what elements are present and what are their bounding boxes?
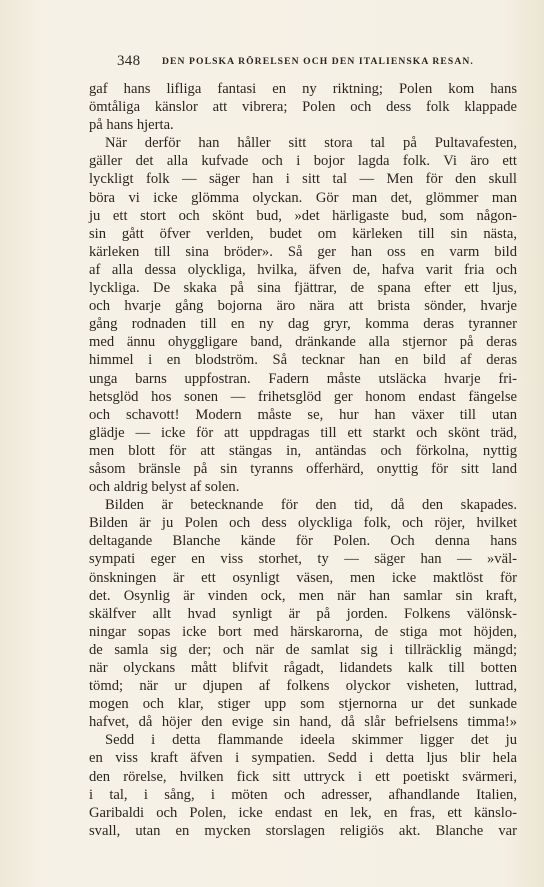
text-line: sympati eger en viss storhet, ty — säger han — »väl- [89, 551, 517, 568]
body-text [89, 80, 517, 840]
text-line: det. Osynlig är vinden ock, men när han samlar sin kraft, [89, 587, 517, 604]
text-line: kärleken till sina bröder». Så ger han oss en varm bild [89, 243, 517, 260]
text-line: deltagande Blanche kände för Polen. Och denna hans [89, 533, 517, 550]
text-line: men blott för att stängas in, antändas och förkolna, nyttig [89, 442, 517, 459]
text-line: gaf hans lifliga fantasi en ny riktning; Polen kom hans [89, 81, 517, 97]
text-line: hetsglöd hos sonen — frihetsglöd ger honom endast fängelse [89, 388, 517, 405]
page-number: 348 [117, 53, 141, 69]
text-line: och schavott! Modern måste se, hur han växer till utan [89, 406, 517, 423]
running-head: DEN POLSKA RÖRELSEN OCH DEN ITALIENSKA RESAN. [162, 56, 474, 67]
text-line: unga barns uppfostran. Fadern måste utsläcka hvarje fri- [89, 370, 517, 387]
text-line: ju ett stort och skönt bud, »det härligaste bud, som någon- [89, 207, 517, 224]
text-line: himmel i en blodström. Så tecknar han en bild af deras [89, 352, 517, 369]
text-line: skälfver allt hvad synligt är på jorden. Folkens välönsk- [89, 605, 517, 622]
text-line: en viss kraft äfven i sympatien. Sedd i detta ljus blir hela [89, 750, 517, 767]
text-line: såsom bränsle på sin tyranns offerhärd, onyttig för sitt land [89, 460, 517, 477]
text-line: ningar sopas icke bort med härskarorna, de stiga mot höjden, [89, 623, 517, 640]
text-line: ömtåliga känslor att vibrera; Polen och dess folk klappade [89, 99, 517, 116]
text-line: och aldrig belyst af solen. [89, 479, 240, 496]
text-line: svall, utan en mycken storslagen religiös akt. Blanche var [89, 822, 517, 839]
text-line: med ännu ohyggligare band, dränkande alla stjernor på deras [89, 334, 517, 351]
text-line: mogen och klar, stiger upp som stjernorna ur det sunkade [89, 696, 517, 713]
text-line: gång rodnaden till en ny dag gryr, komma deras tyranner [89, 316, 517, 333]
text-line: sin gått öfver verlden, budet om kärleken till sin nästa, [89, 225, 517, 242]
text-line: de samla sig der; och när de samlat sig i tillräcklig mängd; [89, 641, 517, 658]
text-line: glädje — icke för att uppdragas till ett starkt och skönt träd, [89, 424, 517, 441]
text-line: önskningen är ett osynligt väsen, men icke maktlöst för [89, 569, 517, 586]
text-line: böra vi icke glömma olyckan. Gör man det, glömmer man [89, 189, 517, 206]
text-line: Bilden är betecknande för den tid, då den skapades. [105, 497, 517, 514]
text-line: af alla dessa olyckliga, hvilka, äfven de, hafva varit fria och [89, 261, 517, 278]
text-line: gäller det alla kufvade och i bojor lagda folk. Vi äro ett [89, 153, 517, 170]
text-line: tömd; när ur djupen af folkens olyckor visheten, luttrad, [89, 678, 517, 695]
text-line: När derför han håller sitt stora tal på Pultavafesten, [105, 135, 517, 152]
text-line: när olyckans mått blifvit rågadt, lidandets kalk till botten [89, 660, 517, 676]
text-line: hafvet, då höjer den evige sin hand, då slår befrielsens timma!» [89, 714, 517, 731]
text-line: lyckligt folk — säger han i sitt tal — Men för den skull [89, 171, 517, 188]
text-line: Bilden är ju Polen och dess olyckliga folk, och röjer, hvilket [89, 515, 517, 532]
page-header [117, 53, 529, 73]
text-line: Garibaldi och Polen, icke endast en lek, en fras, ett känslo- [89, 804, 517, 821]
text-line: i tal, i sång, i möten och adresser, afhandlande Italien, [89, 786, 517, 803]
text-line: på hans hjerta. [89, 117, 174, 134]
text-line: lyckliga. De skaka på sina fjättrar, de spana efter ett ljus, [89, 280, 517, 297]
text-line: och hvarje gång bojorna äro nära att brista sönder, hvarje [89, 298, 517, 315]
text-line: den rörelse, hvilken fick sitt uttryck i ett poetiskt svärmeri, [89, 768, 517, 785]
text-line: Sedd i detta flammande ideela skimmer ligger det ju [105, 732, 517, 749]
